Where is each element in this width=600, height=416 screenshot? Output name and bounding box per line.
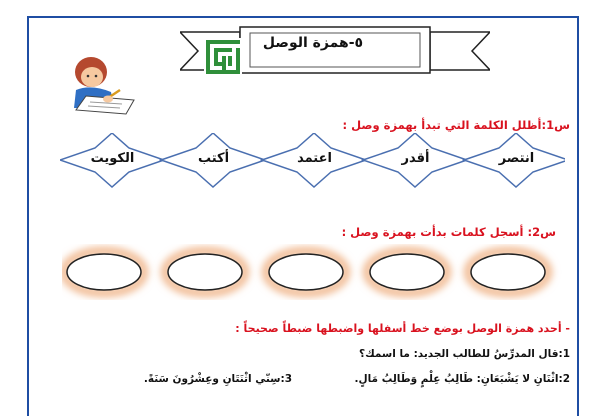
question-2: س2: أسجل كلمات بدأت بهمزة وصل : (341, 225, 556, 239)
sentence-3: 3:سِنّي اثْنَتَانِ وعِشْرُونَ سَنَةً. (143, 373, 292, 385)
word-1[interactable]: انتصر (498, 151, 535, 166)
sentence-2: 2:اثْنَانِ لا يَشْبَعَانِ: طَالِبُ عِلْمٍ وَطَالِبُ مَالٍ. (354, 373, 570, 385)
answer-ellipses (62, 244, 572, 300)
kufic-logo-icon (204, 38, 242, 76)
word-4[interactable]: أكتب (197, 151, 230, 166)
student-writing-icon (56, 50, 142, 118)
word-2[interactable]: أقدر (401, 151, 430, 166)
page-title: ٥-همزة الوصل (262, 35, 364, 51)
word-3[interactable]: اعتمد (297, 151, 332, 166)
question-1: س1:أظلل الكلمة التي تبدأ بهمزة وصل : (342, 118, 570, 132)
question-3: - أحدد همزة الوصل بوضع خط أسفلها واضبطها ضبطاً صحيحاً : (235, 322, 570, 335)
word-5[interactable]: الكويت (90, 151, 135, 166)
sentence-1: 1:قال المدرِّسُ للطالب الجديد: ما اسمك؟ (358, 348, 570, 360)
